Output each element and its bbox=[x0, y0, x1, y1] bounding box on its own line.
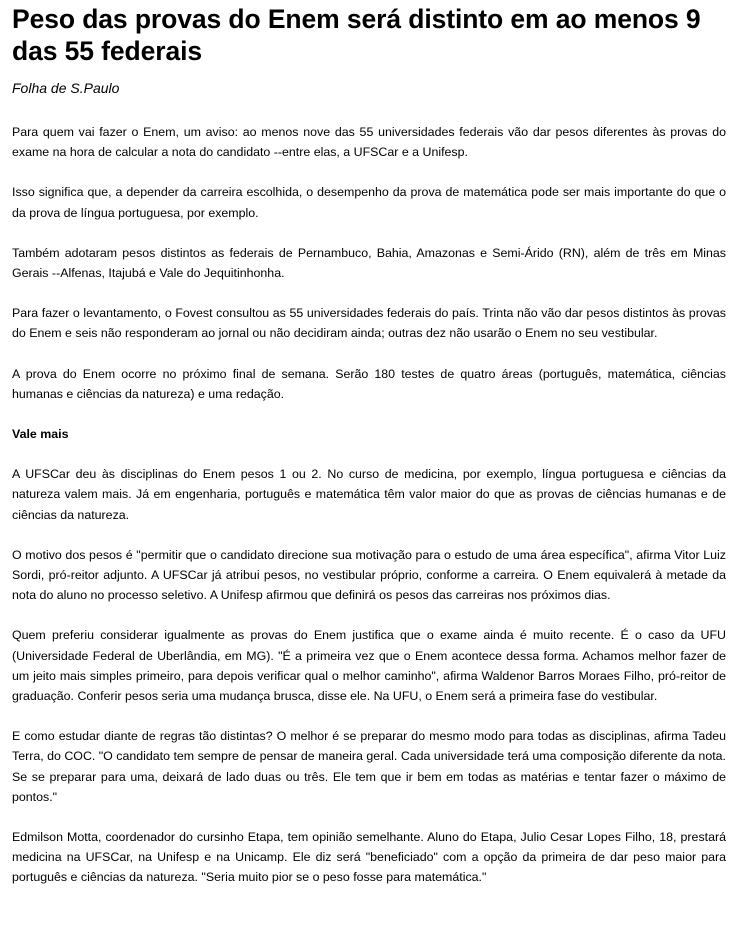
article-paragraph: Quem preferiu considerar igualmente as provas do Enem justifica que o exame ainda é muito recente. É o caso da UFU (Universidade Federal de Uberlândia, em MG). "É a primeira vez que o Enem acontece dessa forma. Achamos melhor fazer de um jeito mais simples primeiro, para depois verificar qual o melhor caminho", afirma Waldenor Barros Moraes Filho, pró-reitor de graduação. Conferir pesos seria uma mudança brusca, disse ele. Na UFU, o Enem será a primeira fase do vestibular. bbox=[12, 628, 726, 704]
article bbox=[12, 0, 726, 908]
article-subheading: Vale mais bbox=[12, 427, 69, 442]
article-paragraph: O motivo dos pesos é "permitir que o candidato direcione sua motivação para o estudo de uma área específica", afirma Vitor Luiz Sordi, pró-reitor adjunto. A UFSCar já atribui pesos, no vestibular próprio, conforme a carreira. O Enem equivalerá à metade da nota do aluno no processo seletivo. A Unifesp afirmou que definirá os pesos das carreiras nos próximos dias. bbox=[12, 547, 726, 603]
article-paragraph: Para fazer o levantamento, o Fovest consultou as 55 universidades federais do país. Trinta não vão dar pesos distintos às provas do Enem e seis não responderam ao jornal ou não decidiram ainda; outras dez não usarão o Enem no seu vestibular. bbox=[12, 306, 726, 341]
article-paragraph: A UFSCar deu às disciplinas do Enem pesos 1 ou 2. No curso de medicina, por exemplo, língua portuguesa e ciências da natureza valem mais. Já em engenharia, português e matemática têm valor maior do que as provas de ciências humanas e de ciências da natureza. bbox=[12, 467, 726, 522]
article-body bbox=[12, 122, 726, 888]
article-paragraph: Isso significa que, a depender da carreira escolhida, o desempenho da prova de matemática pode ser mais importante do que o da prova de língua portuguesa, por exemplo. bbox=[12, 185, 726, 220]
article-paragraph: A prova do Enem ocorre no próximo final de semana. Serão 180 testes de quatro áreas (português, matemática, ciências humanas e ciências da natureza) e uma redação. bbox=[12, 366, 726, 401]
article-paragraph: Edmilson Motta, coordenador do cursinho Etapa, tem opinião semelhante. Aluno do Etapa, Julio Cesar Lopes Filho, 18, prestará medicina na UFSCar, na Unifesp e na Unicamp. Ele diz será "beneficiado" com a opção da primeira de dar peso maior para português e ciências da natureza. "Seria muito pior se o peso fosse para matemática." bbox=[12, 830, 726, 885]
article-source: Folha de S.Paulo bbox=[12, 80, 120, 96]
article-paragraph: E como estudar diante de regras tão distintas? O melhor é se preparar do mesmo modo para todas as disciplinas, afirma Tadeu Terra, do COC. "O candidato tem sempre de pensar de maneira geral. Cada universidade terá uma composição diferente da nota. Se se preparar para uma, deixará de lado duas ou três. Ele tem que ir bem em todas as matérias e tentar fazer o máximo de pontos." bbox=[12, 729, 726, 804]
article-paragraph: Também adotaram pesos distintos as federais de Pernambuco, Bahia, Amazonas e Semi-Árido (RN), além de três em Minas Gerais --Alfenas, Itajubá e Vale do Jequitinhonha. bbox=[12, 245, 726, 281]
article-headline: Peso das provas do Enem será distinto em ao menos 9 das 55 federais bbox=[12, 4, 701, 66]
article-paragraph: Para quem vai fazer o Enem, um aviso: ao menos nove das 55 universidades federais vão dar pesos diferentes às provas do exame na hora de calcular a nota do candidato --entre elas, a UFSCar e a Unifesp. bbox=[12, 125, 726, 160]
